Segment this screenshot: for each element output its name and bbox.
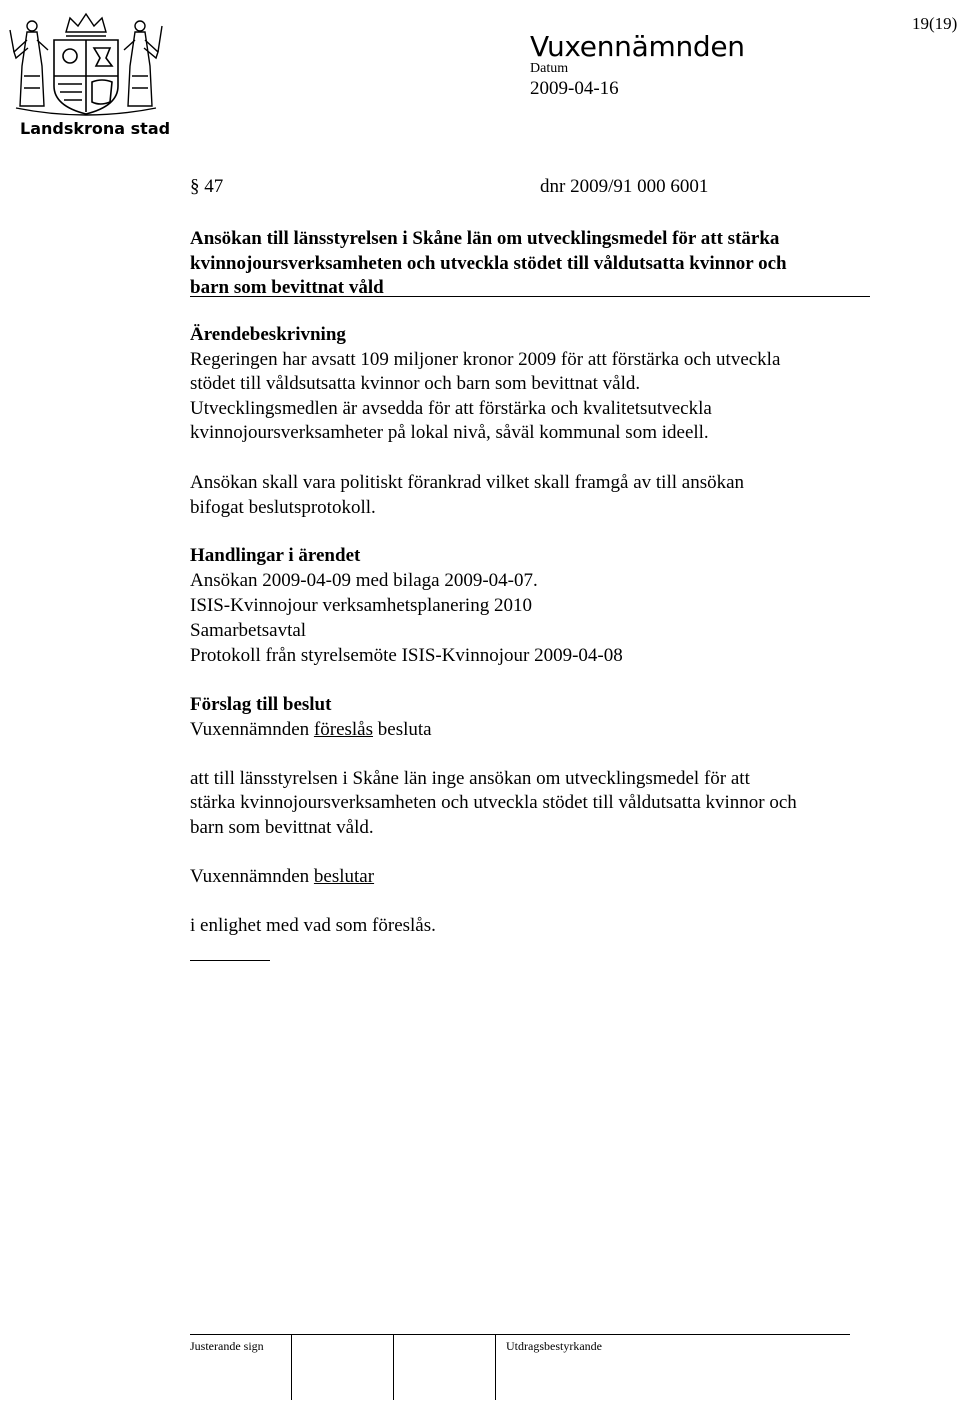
end-rule xyxy=(190,960,270,961)
case-title-line: Ansökan till länsstyrelsen i Skåne län om utvecklingsmedel för att stärka xyxy=(190,228,780,249)
date-value: 2009-04-16 xyxy=(530,78,619,99)
proposal-intro xyxy=(190,718,432,743)
proposal-intro-underlined: föreslås xyxy=(313,719,374,740)
proposal-line: att till länsstyrelsen i Skåne län inge ansökan om utvecklingsmedel för att xyxy=(190,768,750,789)
description-para2-line: bifogat beslutsprotokoll. xyxy=(190,497,376,518)
page-number: 19(19) xyxy=(912,14,958,33)
justerande-sign-label: Justerande sign xyxy=(190,1339,264,1353)
documents-heading: Handlingar i ärendet xyxy=(190,545,361,566)
case-dnr: dnr 2009/91 000 6001 xyxy=(540,176,709,197)
landskrona-coat-of-arms-logo xyxy=(0,6,172,138)
description-heading: Ärendebeskrivning xyxy=(190,324,346,345)
document-item: Ansökan 2009-04-09 med bilaga 2009-04-07. xyxy=(190,570,538,591)
date-label: Datum xyxy=(530,61,569,76)
document-item: Samarbetsavtal xyxy=(190,620,307,641)
proposal-intro-prefix: Vuxennämnden xyxy=(190,719,314,740)
case-title xyxy=(190,227,870,301)
proposal-intro-suffix: besluta xyxy=(373,719,432,740)
proposal-line: barn som bevittnat våld. xyxy=(190,817,374,838)
document-item: Protokoll från styrelsemöte ISIS-Kvinnojour 2009-04-08 xyxy=(190,645,623,666)
footer-divider xyxy=(393,1334,394,1400)
description-line: stödet till våldsutsatta kvinnor och barn som bevittnat våld. xyxy=(190,373,641,394)
org-name: Vuxennämnden xyxy=(530,30,745,63)
logo-text: Landskrona stad xyxy=(20,119,171,138)
footer-divider xyxy=(291,1334,292,1400)
proposal-heading: Förslag till beslut xyxy=(190,694,332,715)
footer-divider xyxy=(495,1334,496,1400)
footer-top-rule xyxy=(190,1334,850,1335)
description-line: Regeringen har avsatt 109 miljoner kronor 2009 för att förstärka och utveckla xyxy=(190,349,781,370)
utdragsbestyrkande-label: Utdragsbestyrkande xyxy=(506,1339,602,1353)
decision-prefix: Vuxennämnden xyxy=(190,866,314,887)
section-number: § 47 xyxy=(190,176,224,197)
decision-text: i enlighet med vad som föreslås. xyxy=(190,915,436,936)
description-line: kvinnojoursverksamheter på lokal nivå, såväl kommunal som ideell. xyxy=(190,422,709,443)
description-line: Utvecklingsmedlen är avsedda för att förstärka och kvalitetsutveckla xyxy=(190,398,712,419)
proposal-line: stärka kvinnojoursverksamheten och utveckla stödet till våldutsatta kvinnor och xyxy=(190,792,797,813)
case-title-line: barn som bevittnat våld xyxy=(190,277,384,298)
description-para2-line: Ansökan skall vara politiskt förankrad vilket skall framgå av till ansökan xyxy=(190,472,745,493)
document-item: ISIS-Kvinnojour verksamhetsplanering 2010 xyxy=(190,595,532,616)
title-underline xyxy=(190,296,870,297)
decision-intro xyxy=(190,865,374,890)
case-title-line: kvinnojoursverksamheten och utveckla stödet till våldutsatta kvinnor och xyxy=(190,252,787,274)
decision-underlined: beslutar xyxy=(313,866,375,887)
